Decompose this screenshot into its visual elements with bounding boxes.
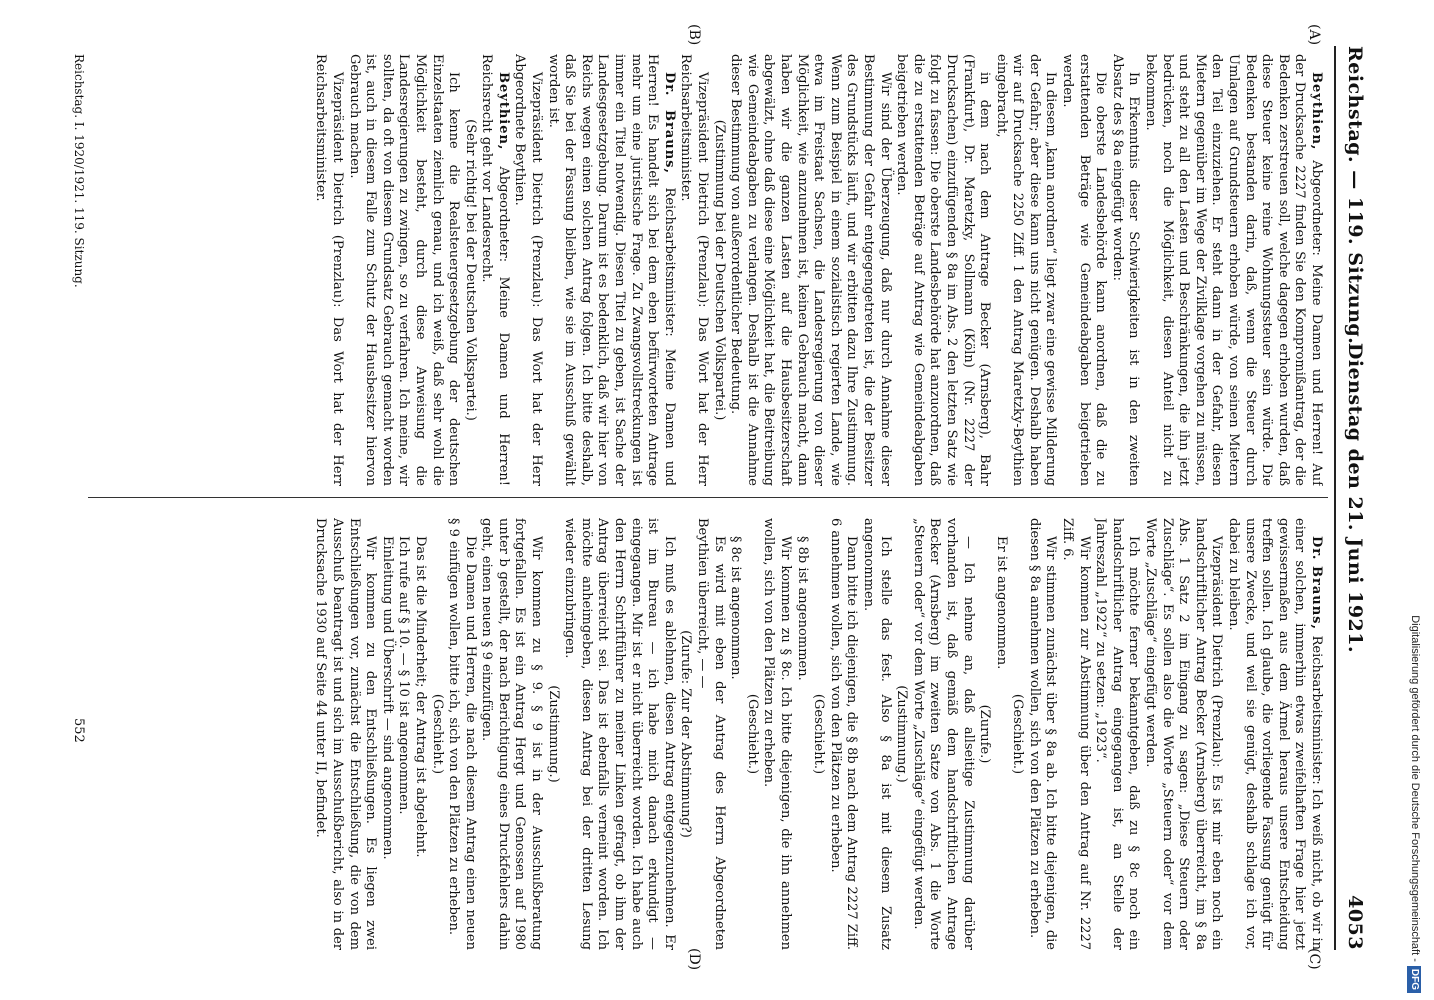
credit-text: Digitalisierung gefördert durch die Deutsche Forschungsgemeinschaft -	[1409, 615, 1421, 962]
paragraph-text: Es wird mit eben der Antrag des Herrn Abgeordneten Beythien überreicht, — —	[695, 518, 727, 950]
paragraph	[1141, 518, 1224, 950]
right-column	[94, 518, 1324, 950]
paragraph-text: (Sehr richtig! bei der Deutschen Volkspartei.)	[462, 119, 478, 421]
paragraph	[677, 54, 710, 486]
margin-letter-d: (D)	[686, 948, 702, 971]
paragraph-text: In Erkenntnis dieser Schwierigkeiten ist in den zweiten Absatz des § 8a eingefügt worden:	[1109, 54, 1142, 486]
paragraph	[1009, 518, 1026, 950]
paragraph	[345, 54, 461, 486]
paragraph	[478, 54, 511, 486]
paragraph	[1108, 54, 1141, 486]
paragraph-text: in dem nach dem Antrage Becker (Arnsberg), Bahr (Frankfurt), Dr. Maretzky, Sollmann (Köln) (Nr. 2227 der Drucksachen) einzufügenden § 8a im Abs. 2 den letzten Satz wie folgt zu fassen: Die oberste Landesbehörde hat anzuordnen, daß die zu erstattenden Beträge auf Antrag wie Gemeindeabgaben beigetrieben werden.	[894, 54, 993, 486]
paragraph-text: Das ist die Minderheit; der Antrag ist abgelehnt.	[412, 536, 428, 858]
paragraph-text: Ich möchte ferner bekanntgeben, daß zu § 8c noch ein handschriftlicher Antrag eingegangen ist, an Stelle der Jahreszahl „1922“ zu setzen: „1923“.	[1093, 518, 1142, 950]
paragraph	[859, 518, 892, 950]
paragraph	[478, 518, 544, 950]
paragraph-text: Abgeordneter: Meine Damen und Herren! Reichsrecht geht vor Landesrecht.	[479, 54, 511, 486]
paragraph	[511, 54, 544, 486]
paragraph-text: Wir kommen zu § 8c. Ich bitte diejenigen, die ihn annehmen wollen, sich von den Plätzen zu erheben.	[761, 518, 793, 950]
paragraph	[544, 54, 677, 486]
paragraph	[992, 54, 1058, 486]
speaker-name: Beythien,	[1309, 72, 1324, 161]
paragraph	[312, 54, 345, 486]
paragraph	[909, 518, 975, 950]
paragraph	[445, 518, 478, 950]
margin-letter-a: (A)	[1306, 24, 1322, 46]
paragraph-text: Vizepräsident Dietrich (Prenzlau): Es ist mir eben noch ein handschriftlicher Antrag Becker (Arnsberg) überreicht, im § 8a Abs. 1 Satz 2 im Eingang zu sagen: „Diese Steuern oder Zuschläge“. Es sollen also die Worte „Steuern oder“ vor dem Worte „Zuschläge“ eingefügt werden.	[1143, 518, 1225, 950]
margin-letter-c: (C)	[1306, 948, 1322, 970]
paragraph	[544, 518, 561, 950]
footer-citation: Reichstag. I. 1920/1921. 119. Sitzung.	[72, 54, 86, 288]
paragraph	[677, 518, 694, 950]
paragraph	[743, 518, 760, 950]
paragraph-text: Vizepräsident Dietrich (Prenzlau): Das Wort hat der Herr Reichsarbeitsminister.	[678, 54, 711, 486]
paragraph-text: Die oberste Landesbehörde kann anordnen, daß die zu erstattenden Beträge wie Gemeindeabgaben beigetrieben werden.	[1060, 54, 1109, 486]
paragraph	[1025, 518, 1058, 950]
paragraph	[693, 518, 726, 950]
paragraph-text: Vizepräsident Dietrich (Prenzlau): Das Wort hat der Herr Reichsarbeitsminister.	[313, 54, 345, 486]
paragraph	[378, 518, 395, 950]
paragraph-text: Ich rufe auf § 10. — § 10 ist angenommen.	[396, 536, 412, 815]
paragraph	[1059, 54, 1109, 486]
paragraph	[810, 518, 827, 950]
speaker-name: Dr. Brauns,	[661, 72, 677, 188]
left-column	[94, 54, 1324, 486]
page-header	[1338, 46, 1366, 950]
paragraph	[312, 518, 378, 950]
paragraph-text: (Zurufe: Zur der Abstimmung?)	[678, 630, 694, 838]
paragraph-text: Wir stimmen zunächst über § 8a ab. Ich bitte diejenigen, die diesen § 8a annehmen wollen, sich von den Plätzen zu erheben.	[1026, 518, 1059, 950]
dfg-logo: DFG	[1407, 966, 1421, 993]
paragraph-text: Die Damen und Herren, die nach diesem Antrag einen neuen § 9 einfügen wollen, bitte ich, sich von den Plätzen zu erheben.	[446, 518, 478, 950]
digitization-credit	[1400, 8, 1430, 993]
paragraph-text: (Geschieht.)	[1010, 693, 1026, 775]
paragraph-text: § 8c ist angenommen.	[728, 536, 744, 680]
paragraph	[1141, 54, 1324, 486]
paragraph	[395, 518, 412, 950]
margin-letter-b: (B)	[686, 24, 702, 46]
paragraph-text: Abgeordneter: Meine Damen und Herren! Auf der Drucksache 2227 finden Sie den Kompromißantrag, der die Bedenken zerstreuen soll, welche dagegen erhoben wurden, daß diese Steuer keine reine Wohnungssteuer sein würde. Die Bedenken bestanden darin, daß, wenn die Steuer durch Umlagen auf Grundsteuern erhoben würde, von seinen Mietern den Teil einzuziehen. Er steht dann in der Gefahr, diesen Mietern gegenüber im Wege der Zivilklage vorgehen zu müssen, und steht zu all den Lasten und Beschränkungen, die ihn jetzt bedrücken, noch die Möglichkeit, diesen Anteil nicht zu bekommen.	[1143, 54, 1324, 486]
paragraph-text: In diesem „kann anordnen“ liegt zwar eine gewisse Milderung der Gefahr; aber diese kann uns nicht genügen. Deshalb haben wir auf Drucksache 2250 Ziff. 1 den Antrag Maretzky-Beythien eingebracht,	[993, 54, 1059, 486]
speaker-name: Dr. Brauns,	[1309, 536, 1324, 636]
paragraph	[793, 518, 810, 950]
paragraph-text: Wir kommen zur Abstimmung über den Antrag auf Nr. 2227 Ziff. 6.	[1060, 518, 1092, 950]
paragraph	[826, 518, 859, 950]
paragraph-text: (Zurufe.)	[977, 704, 993, 764]
paragraph-text: Vizepräsident Dietrich (Prenzlau): Das Wort hat der Herr Abgeordnete Beythien.	[512, 54, 545, 486]
paragraph	[1059, 518, 1092, 950]
paragraph-text: (Zustimmung bei der Deutschen Volkspartei.)	[711, 119, 727, 421]
paragraph	[1092, 518, 1142, 950]
paragraph	[893, 518, 910, 950]
paragraph-text: Er ist angenommen.	[993, 536, 1009, 670]
paragraph	[727, 518, 744, 950]
paragraph	[428, 518, 445, 950]
paragraph-text: (Geschieht.)	[744, 693, 760, 775]
paragraph	[976, 518, 993, 950]
paragraph	[727, 54, 893, 486]
paragraph-text: Wir kommen zu den Entschließungen. Es liegen zwei Entschließungen vor, zunächst die Entschließung, die von dem Ausschuß beantragt ist und sich im Ausschußbericht, also in der Drucksache 1930 auf Seite 44 unter II, befindet.	[313, 518, 379, 950]
paragraph-text: (Zustimmung.)	[545, 685, 561, 783]
paragraph-text: — Ich nehme an, daß allseitige Zustimmung darüber vorhanden ist, daß gemäß dem handschriftlichen Antrage Becker (Arnsberg) im zweiten Satze von Abs. 1 die Worte „Steuern oder“ vor dem Worte „Zuschläge“ eingefügt werden.	[910, 518, 976, 950]
speaker-name: Beythien,	[495, 72, 511, 167]
paragraph-text: § 8b ist angenommen.	[794, 536, 810, 681]
page-number: 4053	[1344, 895, 1366, 950]
paragraph-text: Einleitung und Überschrift — sind angenommen.	[379, 536, 395, 860]
paragraph-text: Ich stelle das fest. Also § 8a ist mit diesem Zusatz angenommen.	[860, 518, 893, 950]
paragraph-text: Dann bitte ich diejenigen, die § 8b nach dem Antrag 2227 Ziff. 6 annehmen wollen, sich von den Plätzen zu erheben.	[827, 518, 860, 950]
paragraph-text: Reichsarbeitsminister: Meine Damen und Herren! Es handelt sich bei dem eben befürworteten Antrage mehr um eine juristische Frage. Zu Zwangsvollstreckungen ist immer ein Titel notwendig. Diesen Titel zu geben, ist Sache der Landesgesetzgebung. Darum ist es bedenklich, daß wir hier von Reichs wegen einen solchen Antrag folgen. Ich bitte deshalb, daß Sie bei der Fassung bleiben, wie sie im Ausschuß gewählt worden ist.	[545, 54, 677, 486]
paragraph	[561, 518, 677, 950]
paragraph	[710, 54, 727, 486]
paragraph-text: (Geschieht.)	[811, 693, 827, 775]
header-left: Reichstag. — 119. Sitzung.	[1344, 46, 1366, 345]
folio-number: 552	[71, 718, 86, 743]
paragraph-text: (Geschieht.)	[429, 693, 445, 775]
paragraph-text: Wir sind der Überzeugung, daß nur durch Annahme dieser Bestimmung der Gefahr entgegengetreten ist, die der Besitzer des Grundstücks läuft, und wir erbitten dazu Ihre Zustimmung. Wenn zum Beispiel in einem sozialistisch regierten Lande, wie etwa im Freistaat Sachsen, die Landesregierung von dieser Möglichkeit, wie anzunehmen ist, keinen Gebrauch macht, dann haben wir die ganzen Lasten auf die Hausbesitzerschaft abgewälzt, ohne daß diese eine Möglichkeit hat, die Beitreibung wie Gemeindeabgaben zu verlangen. Deshalb ist die Annahme dieser Bestimmung von außerordentlicher Bedeutung.	[728, 54, 893, 486]
paragraph-text: Ich kenne die Realsteuergesetzgebung der deutschen Einzelstaaten ziemlich genau, und ich weiß, daß sehr wohl die Möglichkeit besteht, durch diese Anweisung die Landesregierungen zu zwingen, so zu verfahren. Ich meine, wir sollten, da oft von diesem Grundsatz Gebrauch gemacht worden ist, auch in diesem Falle zum Schutz der Hausbesitzer hiervon Gebrauch machen.	[346, 54, 462, 486]
paragraph	[893, 54, 993, 486]
paragraph-text: Ich muß es ablehnen, diesen Antrag entgegenzunehmen. Er ist im Bureau — ich habe mich danach erkundigt — eingegangen. Mir ist er nicht überreicht worden. Ich habe auch den Herrn Schriftführer zu meiner Linken gefragt, ob ihm der Antrag überreicht sei. Das ist ebenfalls verneint worden. Ich möchte anheimgeben, diesen Antrag bei der dritten Lesung wieder einzubringen.	[562, 518, 677, 950]
paragraph	[1224, 518, 1324, 950]
paragraph-text: (Zustimmung.)	[894, 685, 910, 783]
paragraph	[992, 518, 1009, 950]
paragraph-text: Wir kommen zu § 9. § 9 ist in der Ausschußberatung fortgefallen. Es ist ein Antrag Hergt und Genossen auf 1980 unter b gestellt, der nach Berichtigung eines Druckfehlers dahin geht, einen neuen § 9 einzufügen.	[479, 518, 545, 950]
paragraph	[461, 54, 478, 486]
paragraph	[760, 518, 793, 950]
paragraph-text: Reichsarbeitsminister: Ich weiß nicht, ob wir in einer solchen, immerhin etwas zweifelhaften Frage hier jetzt gewissermaßen aus dem Ärmel heraus unsere Entscheidung treffen sollen. Ich glaube, die vorliegende Fassung genügt für unsere Zwecke, und weil sie genügt, deshalb schlage ich vor, dabei zu bleiben.	[1226, 518, 1324, 950]
paragraph	[411, 518, 428, 950]
header-date: Dienstag den 21. Juni 1921.	[1344, 342, 1366, 654]
column-divider	[88, 497, 1328, 498]
scanned-page	[22, 18, 1402, 978]
header-rule	[1334, 46, 1336, 950]
